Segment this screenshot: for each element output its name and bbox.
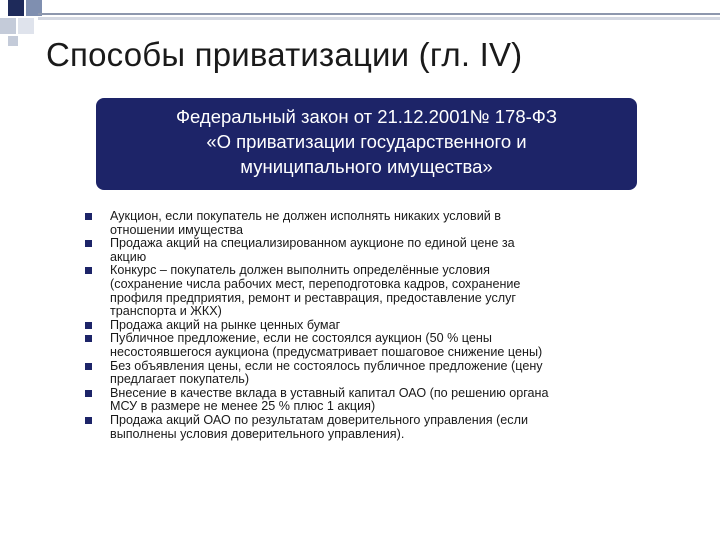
deco-square xyxy=(0,18,16,34)
list-item-line: транспорта и ЖКХ) xyxy=(110,304,222,319)
privatization-methods-list xyxy=(82,210,642,441)
deco-square xyxy=(18,18,34,34)
law-line: «О приватизации государственного и xyxy=(206,131,527,152)
list-item-line: (сохранение числа рабочих мест, переподготовка кадров, сохранение xyxy=(110,276,521,291)
bullet-square-icon xyxy=(85,363,92,370)
slide-title: Способы приватизации (гл. IV) xyxy=(46,36,523,73)
bullet-square-icon xyxy=(85,335,92,342)
list-item-line: акцию xyxy=(110,249,147,264)
bullet-square-icon xyxy=(85,390,92,397)
law-reference-box xyxy=(96,98,637,190)
list-item-line: Аукцион, если покупатель не должен исполнять никаких условий в xyxy=(110,209,502,223)
list-item-line: выполнены условия доверительного управления). xyxy=(110,426,405,441)
list-item xyxy=(82,360,642,387)
bullet-square-icon xyxy=(85,240,92,247)
bullet-square-icon xyxy=(85,267,92,274)
list-item-line: Продажа акций на специализированном аукционе по единой цене за xyxy=(110,236,515,251)
list-item xyxy=(82,264,642,318)
list-item xyxy=(82,332,642,359)
list-item-line: Внесение в качестве вклада в уставный капитал ОАО (по решению органа xyxy=(110,385,549,400)
list-item-line: Публичное предложение, если не состоялся аукцион (50 % цены xyxy=(110,331,492,346)
list-item-line: профиля предприятия, ремонт и реставрация, предоставление услуг xyxy=(110,290,516,305)
list-item-line: Без объявления цены, если не состоялось публичное предложение (цену xyxy=(110,358,543,373)
list-item xyxy=(82,210,642,237)
list-item-line: несостоявшегося аукциона (предусматривает пошаговое снижение цены) xyxy=(110,344,543,359)
bullet-square-icon xyxy=(85,322,92,329)
law-line: Федеральный закон от 21.12.2001№ 178-ФЗ xyxy=(175,106,558,127)
list-item-line: отношении имущества xyxy=(110,222,244,237)
deco-square xyxy=(8,0,24,16)
header-rule-light xyxy=(38,17,720,20)
law-line: муниципального имущества» xyxy=(240,156,493,177)
list-item xyxy=(82,414,642,441)
deco-square xyxy=(8,36,18,46)
list-item xyxy=(82,387,642,414)
bullet-square-icon xyxy=(85,213,92,220)
list-item-line: предлагает покупатель) xyxy=(110,372,250,387)
bullet-square-icon xyxy=(85,417,92,424)
header-rule xyxy=(38,13,720,15)
list-item-line: Продажа акций ОАО по результатам доверительного управления (если xyxy=(110,412,528,427)
list-item xyxy=(82,237,642,264)
list-item xyxy=(82,319,642,333)
list-item-line: Продажа акций на рынке ценных бумаг xyxy=(110,317,341,332)
list-item-line: Конкурс – покупатель должен выполнить определённые условия xyxy=(110,263,490,278)
list-item-line: МСУ в размере не менее 25 % плюс 1 акция) xyxy=(110,399,376,414)
